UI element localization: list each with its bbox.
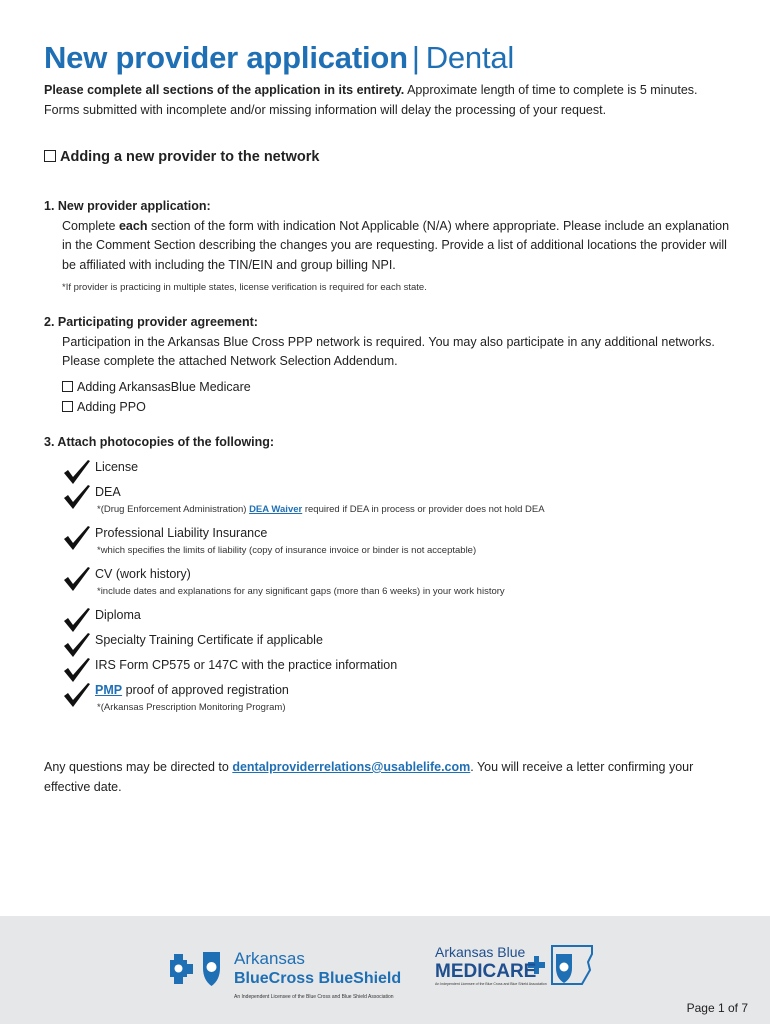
item1-body: [44, 217, 734, 276]
title-subtitle: Dental: [425, 40, 515, 75]
checklist-label: License: [95, 460, 139, 474]
item3-title: 3. Attach photocopies of the following:: [44, 435, 275, 449]
page-title: [44, 38, 514, 78]
dea-note-post: required if DEA in process or provider does not hold DEA: [302, 504, 545, 515]
medicare-line2: MEDICARE: [435, 961, 537, 982]
section-heading: [44, 147, 319, 167]
medicare-checkbox[interactable]: [62, 381, 73, 392]
abcbs-line2: BlueCross BlueShield: [234, 970, 402, 987]
checklist-label: [95, 681, 289, 699]
bluecross-blueshield-logo: [170, 944, 410, 1004]
section-heading-label: Adding a new provider to the network: [60, 149, 320, 165]
contact-post: . You will receive a letter confirming your effective date.: [44, 760, 694, 794]
abcbs-tagline: An Independent Licensee of the Blue Cross and Blue Shield Association: [234, 994, 394, 1000]
intro-bold: Please complete all sections of the application in its entirety.: [44, 83, 405, 97]
ppo-checkbox[interactable]: [62, 401, 73, 412]
item-participating-agreement: [44, 313, 734, 417]
dea-waiver-link[interactable]: DEA Waiver: [249, 504, 303, 515]
item-new-provider-application: [44, 197, 734, 295]
checklist-label: IRS Form CP575 or 147C with the practice information: [95, 658, 398, 672]
checkmark-icon: [62, 483, 92, 513]
checklist-note: *include dates and explanations for any significant gaps (more than 6 weeks) in your work history: [97, 586, 505, 597]
option-ppo[interactable]: [44, 397, 734, 417]
checklist-note: [97, 503, 545, 516]
arkansas-blue-medicare-logo: [432, 940, 602, 1000]
medicare-line1: Arkansas Blue: [435, 944, 526, 960]
item1-body-post: section of the form with indication Not Applicable (N/A) where appropriate. Please include an explanation in the Comment Section describing the changes you are requesting. Provide a list of additional locations the provider will be affiliated with including the TIN/EIN and group billing NPI.: [62, 218, 730, 272]
pmp-link[interactable]: PMP: [95, 683, 123, 697]
checklist-label: Professional Liability Insurance: [95, 526, 268, 540]
footer-band: [0, 916, 770, 1024]
contact-email-link[interactable]: dentalproviderrelations@usablelife.com: [232, 760, 471, 774]
checkmark-icon: [62, 524, 92, 554]
title-main: New provider application: [44, 40, 408, 75]
checklist-label: Diploma: [95, 608, 141, 622]
page-number: Page 1 of 7: [686, 1001, 748, 1015]
checkmark-icon: [62, 565, 92, 595]
section-checkbox[interactable]: [44, 150, 56, 162]
item2-body: Participation in the Arkansas Blue Cross PPP network is required. You may also participate in any additional networks. Please complete the attached Network Selection Addendum.: [62, 334, 715, 368]
contact-paragraph: [44, 757, 734, 797]
checklist-label: CV (work history): [95, 567, 191, 581]
item1-title: 1. New provider application:: [44, 199, 211, 213]
medicare-tagline: An Independent Licensee of the Blue Cross and Blue Shield Association: [435, 982, 547, 986]
checkmark-icon: [62, 681, 92, 711]
item-attach-photocopies: [44, 433, 734, 453]
abcbs-line1: Arkansas: [234, 949, 305, 968]
checklist-label: DEA: [95, 485, 121, 499]
intro-rest: Approximate length of time to complete is 5 minutes. Forms submitted with incomplete and/or missing information will delay the processing of your request.: [44, 83, 698, 117]
checklist-label: Specialty Training Certificate if applicable: [95, 633, 323, 647]
checklist-note: *which specifies the limits of liability (copy of insurance invoice or binder is not acceptable): [97, 545, 477, 556]
option-ppo-label: Adding PPO: [77, 399, 146, 414]
dea-note-pre: *(Drug Enforcement Administration): [97, 504, 250, 515]
checklist-note: *(Arkansas Prescription Monitoring Program): [97, 702, 286, 713]
title-separator: |: [411, 40, 420, 75]
item1-body-pre: Complete: [62, 218, 119, 233]
option-medicare-label: Adding ArkansasBlue Medicare: [77, 379, 251, 394]
pmp-label-post: proof of approved registration: [122, 683, 289, 697]
intro-paragraph: [44, 80, 734, 120]
option-medicare[interactable]: [44, 377, 734, 397]
item1-body-bold: each: [118, 218, 148, 233]
contact-pre: Any questions may be directed to: [44, 760, 233, 774]
item1-note: *If provider is practicing in multiple states, license verification is required for each state.: [62, 282, 427, 293]
item2-title: 2. Participating provider agreement:: [44, 315, 258, 329]
